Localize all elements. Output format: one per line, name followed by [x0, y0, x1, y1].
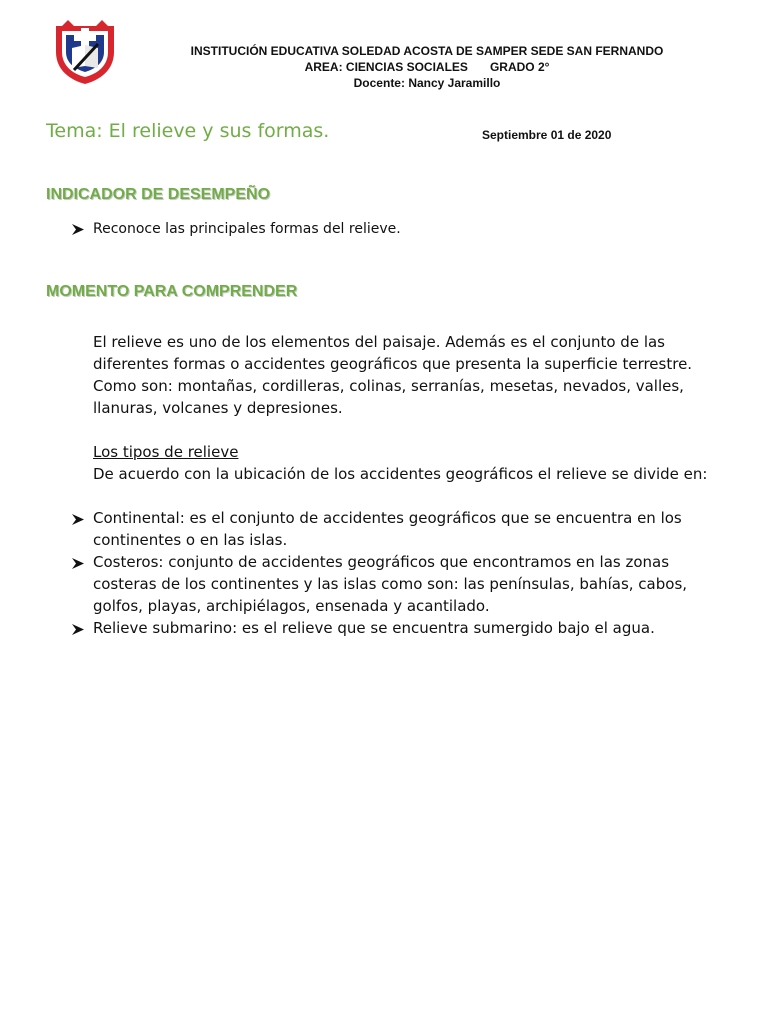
list-item-text: Costeros: conjunto de accidentes geográficos que encontramos en las zonas costeras de los continentes y las islas como son: las penínsulas, bahías, cabos, golfos, playas, archipiélagos, ensenada y acantilado.: [93, 553, 688, 615]
tipos-subheading: [93, 441, 729, 463]
document-date: Septiembre 01 de 2020: [482, 128, 612, 142]
page-title: Tema: El relieve y sus formas.: [46, 120, 330, 142]
document-header: [160, 43, 694, 91]
arrow-bullet-icon: [72, 617, 86, 639]
momento-heading: MOMENTO PARA COMPRENDER: [46, 283, 298, 300]
list-item-text: Relieve submarino: es el relieve que se encuentra sumergido bajo el agua.: [93, 619, 655, 637]
teacher-name: Docente: Nancy Jaramillo: [353, 76, 501, 90]
school-shield-logo: [50, 18, 120, 86]
arrow-bullet-icon: [72, 507, 86, 529]
tipos-title-text: Los tipos de relieve: [93, 443, 239, 461]
institution-name: INSTITUCIÓN EDUCATIVA SOLEDAD ACOSTA DE SAMPER SEDE SAN FERNANDO: [190, 44, 664, 58]
indicador-heading: INDICADOR DE DESEMPEÑO: [46, 186, 271, 203]
tipos-intro-paragraph: De acuerdo con la ubicación de los accidentes geográficos el relieve se divide en:: [93, 465, 708, 483]
list-item-text: Continental: es el conjunto de accidentes geográficos que se encuentra en los continentes o en las islas.: [93, 509, 682, 549]
list-item: [72, 617, 732, 639]
list-item: [72, 218, 732, 240]
indicador-item-text: Reconoce las principales formas del relieve.: [93, 221, 401, 237]
area-grade-line: [160, 59, 694, 75]
list-item: [72, 551, 732, 617]
arrow-bullet-icon: [72, 218, 86, 240]
relieve-types-list: [72, 507, 732, 639]
arrow-bullet-icon: [72, 551, 86, 573]
list-item: [72, 507, 732, 551]
area-label: AREA: CIENCIAS SOCIALES: [304, 60, 468, 74]
grade-label: GRADO 2°: [489, 60, 550, 74]
intro-paragraph: El relieve es uno de los elementos del paisaje. Además es el conjunto de las diferentes formas o accidentes geográficos que presenta la superficie terrestre. Como son: montañas, cordilleras, colinas, serranías, mesetas, nevados, valles, llanuras, volcanes y depresiones.: [93, 333, 693, 417]
